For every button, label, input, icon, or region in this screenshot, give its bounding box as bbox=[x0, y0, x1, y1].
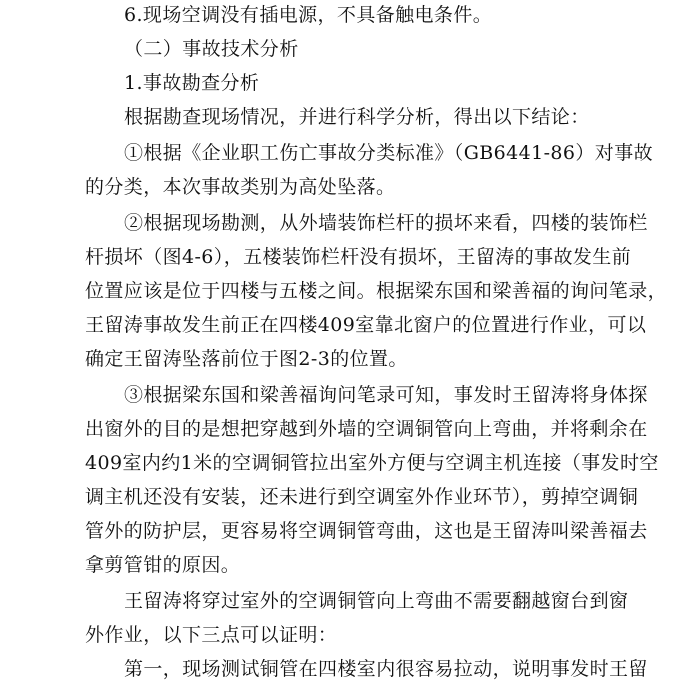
paragraph-line: 确定王留涛坠落前位于图2-3的位置。 bbox=[85, 348, 408, 370]
paragraph-line: 根据勘查现场情况，并进行科学分析，得出以下结论： bbox=[124, 106, 590, 128]
paragraph-line: ①根据《企业职工伤亡事故分类标准》（GB6441-86）对事故 bbox=[124, 142, 653, 164]
paragraph-line: ③根据梁东国和梁善福询问笔录可知，事发时王留涛将身体探 bbox=[124, 384, 648, 406]
paragraph-line: 调主机还没有安装，还未进行到空调室外作业环节），剪掉空调铜 bbox=[85, 486, 639, 508]
subsection-heading: 1.事故勘查分析 bbox=[124, 72, 260, 94]
paragraph-line: 王留涛将穿过室外的空调铜管向上弯曲不需要翻越窗台到窗 bbox=[124, 590, 629, 612]
paragraph-line: 杆损坏（图4-6），五楼装饰栏杆没有损坏，王留涛的事故发生前 bbox=[85, 246, 632, 268]
paragraph-line: 6.现场空调没有插电源，不具备触电条件。 bbox=[124, 4, 493, 26]
paragraph-line: 第一，现场测试铜管在四楼室内很容易拉动，说明事发时王留 bbox=[124, 658, 648, 680]
paragraph-line: 的分类，本次事故类别为高处坠落。 bbox=[85, 176, 396, 198]
paragraph-line: ②根据现场勘测，从外墙装饰栏杆的损坏来看，四楼的装饰栏 bbox=[124, 212, 648, 234]
paragraph-line: 王留涛事故发生前正在四楼409室靠北窗户的位置进行作业，可以 bbox=[85, 314, 647, 336]
paragraph-line: 位置应该是位于四楼与五楼之间。根据梁东国和梁善福的询问笔录， bbox=[85, 280, 668, 302]
paragraph-line: 管外的防护层，更容易将空调铜管弯曲，这也是王留涛叫梁善福去 bbox=[85, 520, 648, 542]
paragraph-line: 拿剪管钳的原因。 bbox=[85, 554, 241, 576]
paragraph-line: 出窗外的目的是想把穿越到外墙的空调铜管向上弯曲，并将剩余在 bbox=[85, 418, 648, 440]
section-heading: （二）事故技术分析 bbox=[124, 38, 299, 60]
paragraph-line: 409室内约1米的空调铜管拉出室外方便与空调主机连接（事发时空 bbox=[85, 452, 659, 474]
paragraph-line: 外作业，以下三点可以证明： bbox=[85, 624, 338, 646]
